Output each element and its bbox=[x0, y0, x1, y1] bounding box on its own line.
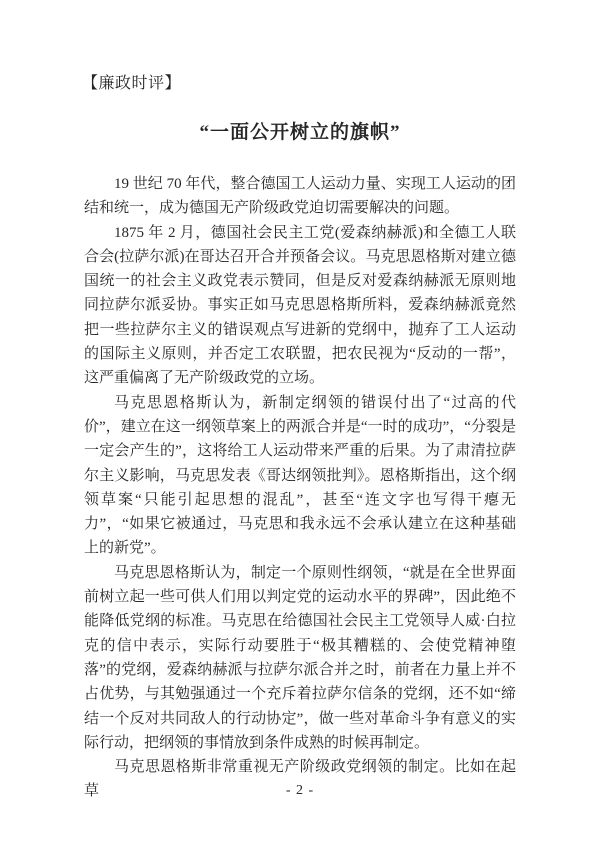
article-paragraph: 马克思恩格斯认为，新制定纲领的错误付出了“过高的代价”，建立在这一纲领草案上的两派合并是“一时的成功”，“分裂是一定会产生的”，这将给工人运动带来严重的后果。为了肃清拉萨尔主义影响，马克思发表《哥达纲领批判》。恩格斯指出，这个纲领草案“只能引起思想的混乱”，甚至“连文字也写得干瘪无力”，“如果它被通过，马克思和我永远不会承认建立在这种基础上的新党”。 bbox=[84, 394, 516, 557]
article-paragraph: 1875 年 2 月，德国社会民主工党(爱森纳赫派)和全德工人联合会(拉萨尔派)在哥达召开合并预备会议。马克思恩格斯对建立德国统一的社会主义政党表示赞同，但是反对爱森纳赫派无原则地同拉萨尔派妥协。事实正如马克思恩格斯所料，爱森纳赫派竟然把一些拉萨尔主义的错误观点写进新的党纲中，抛弃了工人运动的国际主义原则，并否定工农联盟，把农民视为“反动的一帮”，这严重偏离了无产阶级政党的立场。 bbox=[84, 224, 516, 387]
article-title: “一面公开树立的旗帜” bbox=[199, 122, 401, 143]
page-number: - 2 - bbox=[285, 783, 315, 798]
article-paragraph: 19 世纪 70 年代，整合德国工人运动力量、实现工人运动的团结和统一，成为德国无产阶级政党迫切需要解决的问题。 bbox=[84, 176, 516, 217]
article-paragraph: 马克思恩格斯认为，制定一个原则性纲领，“就是在全世界面前树立起一些可供人们用以判定党的运动水平的界碑”，因此绝不能降低党纲的标准。马克思在给德国社会民主工党领导人威·白拉克的信中表示，实际行动要胜于“极其糟糕的、会使党精神堕落”的党纲，爱森纳赫派与拉萨尔派合并之时，前者在力量上并不占优势，与其勉强通过一个充斥着拉萨尔信条的党纲，还不如“缔结一个反对共同敌人的行动协定”，做一些对革命斗争有意义的实际行动，把纲领的事情放到条件成熟的时候再制定。 bbox=[84, 564, 516, 751]
article-category-tag: 【廉政时评】 bbox=[82, 75, 182, 92]
article-paragraph: 马克思恩格斯非常重视无产阶级政党纲领的制定。比如在起草 bbox=[84, 759, 516, 800]
article-body bbox=[84, 172, 516, 804]
